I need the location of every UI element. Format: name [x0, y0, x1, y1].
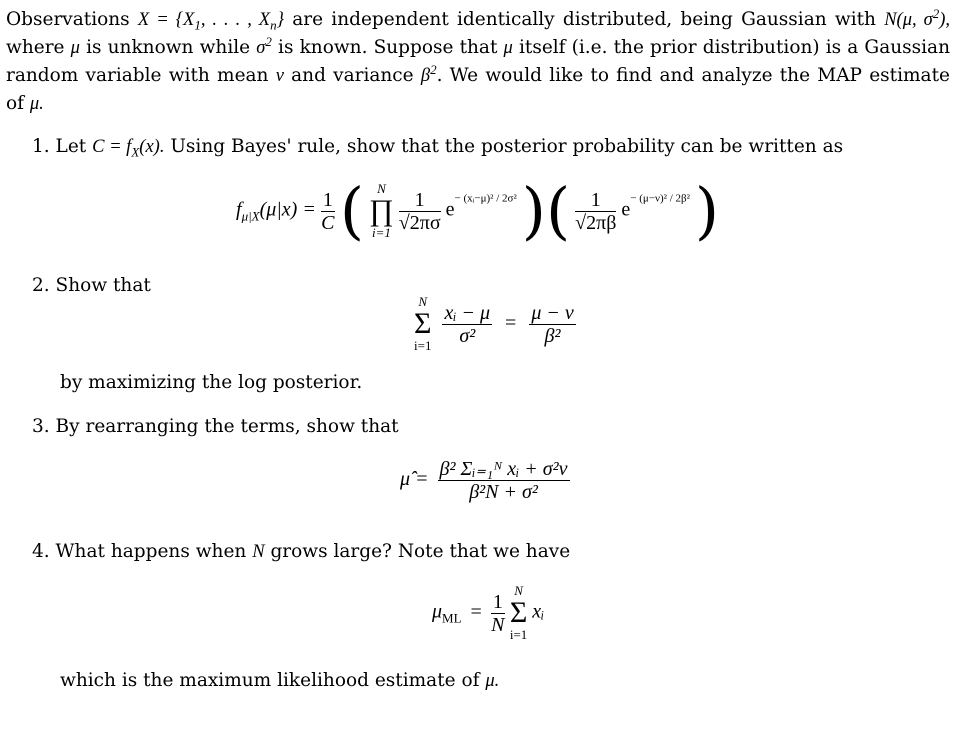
fraction-gaussian-1: $\frac{1}{√2\pi\sigma}$	[398, 188, 441, 234]
math-gaussian: N(μ, $\sigma^2$),	[884, 5, 951, 30]
equation-posterior: $f_{\mu|X}(\mu|x)$ = $\frac{1}{C}$ ( N ∏ i=1 $\frac{1}{√2\pi\sigma}$ $e^{- (xᵢ-\mu)^2 / 2\sigma^2}$ )( $\frac{1}{√2\pi\beta}$ $e^{- (\mu-\nu)^2 / 2\beta^2}$ )	[236, 174, 720, 247]
sum-operator: N Σ i=1	[414, 294, 432, 353]
intro-text: are independent identically distributed, being Gaussian with	[292, 9, 876, 30]
item-3: 3. By rearranging the terms, show that	[32, 416, 399, 437]
math-observations-set: $X = \{X_1$, . . . , $X_n$}	[137, 10, 285, 33]
item-2: 2. Show that	[32, 275, 151, 296]
equation-score: N Σ i=1 $\frac{\text{xᵢ − μ}}{\text{σ²}}$ = $\frac{\mu - \nu}{\text{β²}}$	[414, 294, 574, 353]
item-4: 4. What happens when N grows large? Note that we have	[32, 541, 571, 562]
intro-paragraph: Observations $X = \{X_1$, . . . , $X_n$} are independent identically distributed, being Gaussian with N(μ, $\sigma^2$), where μ is unknown while $\sigma^2$ is known. Suppose that μ itself (i.e. the prior distribution) is a Gaussian random variable with mean ν and variance $\beta^2$. We would like to find and analyze the MAP estimate of μ.	[6, 5, 951, 114]
equation-ml-estimate: $\mu_{ML}$ = $\frac{1}{N}$ N Σ i=1 xᵢ	[432, 583, 545, 642]
fraction-one-over-c: $\frac{1}{C}$	[321, 188, 335, 234]
item-2-after: by maximizing the log posterior.	[60, 372, 363, 393]
item-number: 3.	[32, 416, 50, 437]
item-number: 1.	[32, 136, 50, 157]
item-1: 1. Let $C = f_X(x)$. Using Bayes' rule, show that the posterior probability can be written as	[32, 136, 844, 160]
equation-map-estimate: μ̂ = $\frac{\text{β² Σᵢ₌₁ᴺ xᵢ + σ²ν}}{\text{β²N + σ²}}$	[400, 458, 568, 503]
intro-text: Observations	[6, 9, 130, 30]
item-4-after: which is the maximum likelihood estimate of μ.	[60, 670, 500, 691]
item-number: 4.	[32, 541, 50, 562]
fraction-gaussian-2: $\frac{1}{√2\pi\beta}$	[575, 188, 617, 234]
item-number: 2.	[32, 275, 50, 296]
product-operator: N ∏ i=1	[369, 181, 394, 240]
